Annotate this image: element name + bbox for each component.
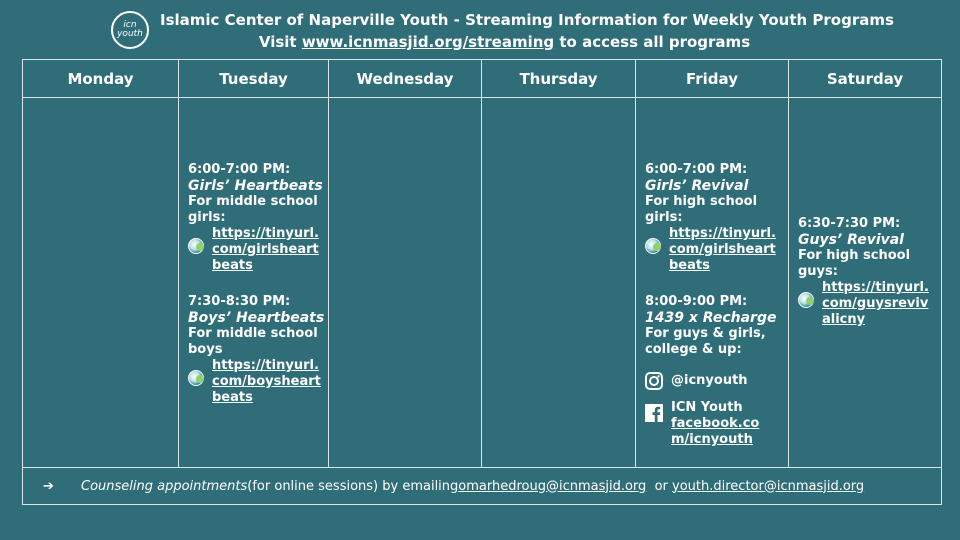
- schedule-table: [22, 59, 942, 505]
- program-name: Boys’ Heartbeats: [188, 310, 325, 326]
- saturday-cell: [789, 98, 941, 468]
- program-time: 8:00-9:00 PM:: [645, 294, 748, 309]
- counseling-label: Counseling appointments: [81, 478, 248, 494]
- zoom-icon: [645, 238, 661, 254]
- monday-cell: [23, 98, 179, 468]
- zoom-icon: [188, 370, 204, 386]
- instagram-handle[interactable]: @icnyouth: [671, 373, 748, 388]
- program-name: Girls’ Revival: [645, 178, 749, 194]
- stream-link[interactable]: [188, 226, 322, 274]
- program-girls-heartbeats: [188, 162, 328, 274]
- streaming-link[interactable]: www.icnmasjid.org/streaming: [301, 33, 555, 51]
- program-girls-revival: [645, 162, 785, 274]
- thursday-cell: [482, 98, 636, 468]
- header-thursday: Thursday: [482, 60, 636, 98]
- program-description: For guys & girls, college & up:: [645, 326, 766, 357]
- stream-link-text: https://tinyurl.com/girlsheartbeats: [212, 226, 319, 273]
- stream-link[interactable]: [188, 358, 322, 406]
- program-time: 6:00-7:00 PM:: [188, 162, 291, 177]
- stream-link-text: https://tinyurl.com/boysheartbeats: [212, 358, 321, 405]
- zoom-icon: [798, 292, 814, 308]
- zoom-icon: [188, 238, 204, 254]
- stream-link[interactable]: [798, 280, 932, 328]
- counseling-note: [23, 468, 941, 504]
- counseling-text: (for online sessions) by emailing: [247, 478, 459, 494]
- program-description: For high school girls:: [645, 194, 758, 225]
- program-description: For high school guys:: [798, 248, 911, 279]
- tuesday-cell: [179, 98, 329, 468]
- stream-link-text: https://tinyurl.com/guysrevivalicny: [822, 280, 929, 327]
- email-link-2[interactable]: youth.director@icnmasjid.org: [672, 478, 865, 494]
- stream-link[interactable]: [645, 226, 779, 274]
- facebook-link[interactable]: facebook.com/icnyouth: [671, 416, 760, 447]
- program-time: 6:00-7:00 PM:: [645, 162, 748, 177]
- stream-link-text: https://tinyurl.com/girlsheartbeats: [669, 226, 776, 273]
- program-guys-revival: [798, 216, 938, 328]
- visit-prefix: Visit: [258, 33, 302, 51]
- header-monday: Monday: [23, 60, 179, 98]
- header-saturday: Saturday: [789, 60, 941, 98]
- program-name: Guys’ Revival: [798, 232, 904, 248]
- facebook-block: [671, 400, 771, 448]
- logo-top-text: icn: [123, 20, 137, 30]
- visit-suffix: to access all programs: [554, 33, 751, 51]
- facebook-name: ICN Youth: [671, 400, 743, 415]
- program-name: 1439 x Recharge: [645, 310, 777, 326]
- program-time: 7:30-8:30 PM:: [188, 294, 291, 309]
- program-description: For middle school girls:: [188, 194, 318, 225]
- friday-cell: [636, 98, 789, 468]
- facebook-icon: [645, 404, 663, 422]
- program-boys-heartbeats: [188, 294, 328, 406]
- header-tuesday: Tuesday: [179, 60, 329, 98]
- wednesday-cell: [329, 98, 482, 468]
- program-name: Girls’ Heartbeats: [188, 178, 323, 194]
- arrow-icon: ➔: [43, 478, 54, 494]
- visit-line: [0, 33, 960, 51]
- or-text: or: [646, 478, 673, 494]
- logo-bottom-text: youth: [117, 29, 143, 39]
- instagram-icon: [645, 372, 663, 390]
- program-description: For middle school boys: [188, 326, 318, 357]
- page-title: Islamic Center of Naperville Youth - Streaming Information for Weekly Youth Programs: [160, 11, 894, 29]
- header-friday: Friday: [636, 60, 789, 98]
- header-wednesday: Wednesday: [329, 60, 482, 98]
- program-recharge: [645, 294, 785, 448]
- instagram-row: [645, 368, 785, 390]
- email-link-1[interactable]: omarhedroug@icnmasjid.org: [458, 478, 647, 494]
- facebook-row: [645, 400, 785, 448]
- program-time: 6:30-7:30 PM:: [798, 216, 901, 231]
